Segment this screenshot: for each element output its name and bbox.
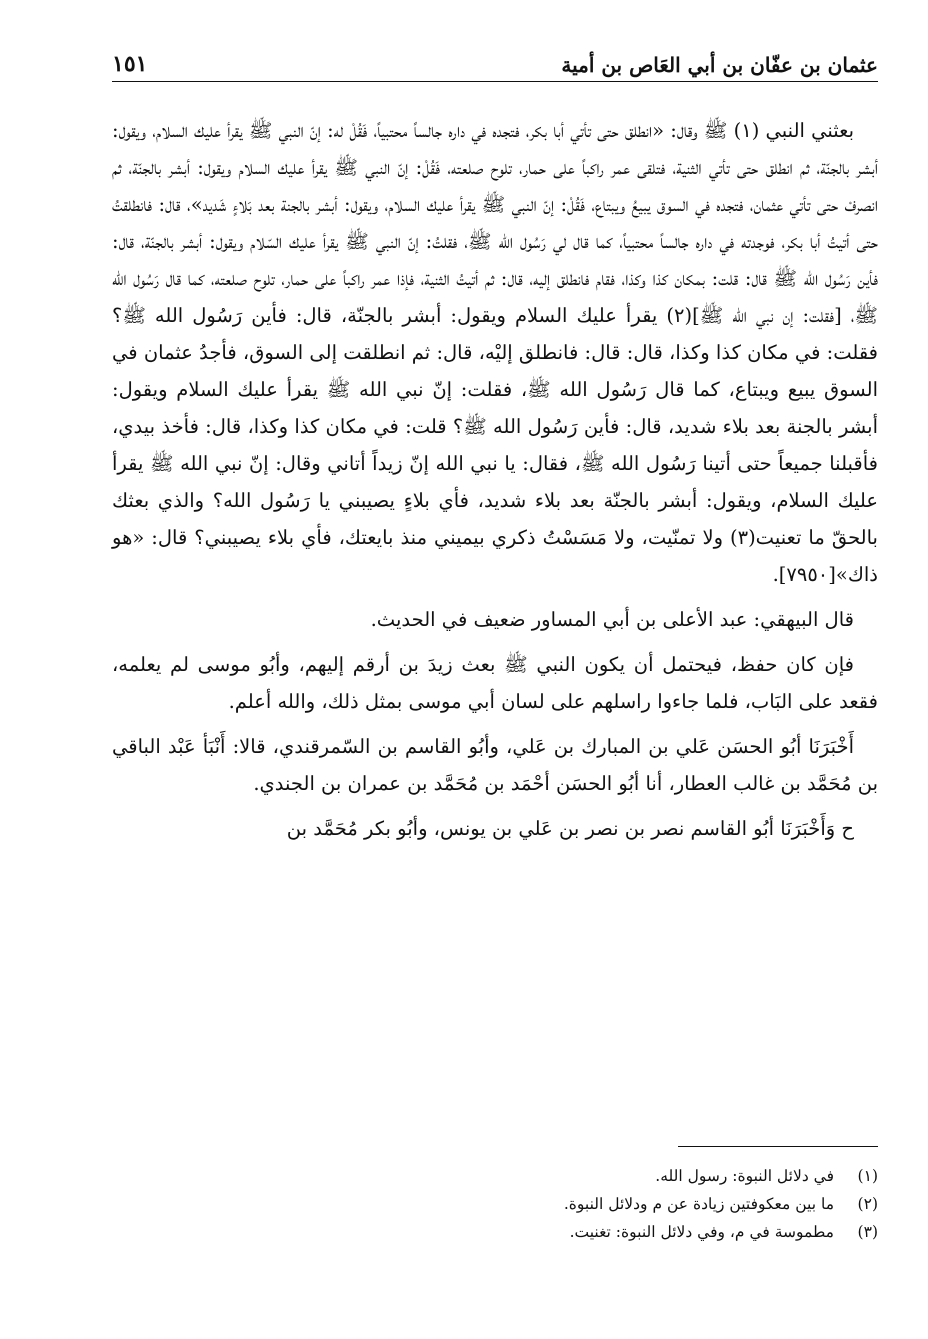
footnote-text: ما بين معكوفتين زيادة عن م ودلائل النبوة. (563, 1195, 834, 1213)
footnote-number: (٣) (857, 1223, 878, 1241)
footnote-number: (٢) (857, 1195, 878, 1213)
main-text (112, 112, 878, 855)
footnote-text: في دلائل النبوة: رسول الله. (655, 1167, 834, 1185)
chapter-title: عثمان بن عفّان بن أبي العَاص بن أمية (561, 53, 878, 77)
paragraph-bayhaqi: قال البيهقي: عبد الأعلى بن أبي المساور ضعيف في الحديث. (370, 608, 854, 631)
paragraph-commentary: فإن كان حفظ، فيحتمل أن يكون النبي ﷺ بعث زيدَ بن أرقم إليهم، وأبُو موسى لم يعلمه، فقعد على البَاب، فلما جاءوا راسلهم على لسان أبي موسى بمثل ذلك، والله أعلم. (112, 653, 878, 713)
footnote-text: مطموسة في م، وفي دلائل النبوة: تغنيت. (569, 1223, 834, 1241)
paragraph-isnad-2: ح وَأَخْبَرَنَا أبُو القاسم نصر بن نصر بن عَلي بن يونس، وأبُو بكر مُحَمَّد بن (286, 817, 854, 840)
footnote-item (112, 1218, 878, 1246)
footnote-divider (678, 1146, 878, 1147)
footnote-item (112, 1190, 878, 1218)
paragraph-isnad-1: أَخْبَرَنَا أبُو الحسَن عَلي بن المبارك بن عَلي، وأبُو القاسم بن السّمرقندي، قالا: أَنْبَأ عَبْد الباقي بن مُحَمَّد بن غالب العطار، أنا أبُو الحسَن أحْمَد بن مُحَمَّد بن عمران بن الجندي. (112, 735, 878, 795)
running-header (112, 46, 878, 82)
footnotes (112, 1162, 878, 1246)
paragraph-hadith: بعثني النبي (١) ﷺ وقال: «انطلق حتى تأتي أبا بكر، فتجده في داره جالساً محتبياً، فَقُلْ له: إنّ النبي ﷺ يقرأ عليك السلام، ويقول: أبشر بالجنّة، ثم انطلق حتى تأتي الثنية، فتلقى عمر راكباً على حمار، تلوح صلعته، فَقُلْ: إنّ النبي ﷺ يقرأ عليك السلام ويقول: أبشر بالجنّة، ثم انصرفْ حتى تأتي عثمان، فتجده في السوق يبيعُ ويبتاع، فَقُلْ: إنّ النبي ﷺ يقرأ عليك السلام، ويقول: أبشر بالجنة بعد بَلاءٍ شَديد»، قال: فانطلقتُ حتى أتيتُ أبا بكر، فوجدته في داره جالساً محتبياً، كما قال لي رَسُول الله ﷺ، فقلتُ: إنّ النبي ﷺ يقرأ عليك السّلام ويقول: أبشر بالجنّة، قال: فأين رَسُول الله ﷺ قال: قلت: بمكان كذا وكذا، فقام فانطلق إليه، قال: ثم أتيتُ الثنية، فإذا عمر راكباً على حمار، تلوح صلعته، كما قال رَسُول الله ﷺ، [فقلت: إن نبي الله ﷺ](٢) يقرأ عليك السلام ويقول: أبشر بالجنّة، قال: فأين رَسُول الله ﷺ؟ فقلت: في مكان كذا وكذا، قال: قال: فانطلق إليْه، قال: ثم انطلقت إلى السوق، فأجدُ عثمان في السوق يبيع ويبتاع، كما قال رَسُول الله ﷺ، فقلت: إنّ نبي الله ﷺ يقرأ عليك السلام ويقول: أبشر بالجنة بعد بلاء شديد، قال: فأين رَسُول الله ﷺ؟ قلت: في مكان كذا وكذا، قال: فأخذ بيدي، فأقبلنا جميعاً حتى أتينا رَسُول الله ﷺ، فقال: يا نبي الله إنّ زيداً أتاني وقال: إنّ نبي الله ﷺ يقرأ عليك السلام، ويقول: أبشر بالجنّة بعد بلاء شديد، فأي بلاءٍ يصيبني يا رَسُول الله؟ والذي بعثك بالحقّ ما تعنيت(٣) ولا تمنّيت، ولا مَسَسْتُ ذكري بيميني منذ بايعتك، فأي بلاء يصيبني؟ قال: «هو ذاك»[٧٩٥٠]. (112, 119, 878, 586)
footnote-number: (١) (857, 1167, 878, 1185)
page-number: ١٥١ (112, 51, 148, 77)
footnote-item (112, 1162, 878, 1190)
